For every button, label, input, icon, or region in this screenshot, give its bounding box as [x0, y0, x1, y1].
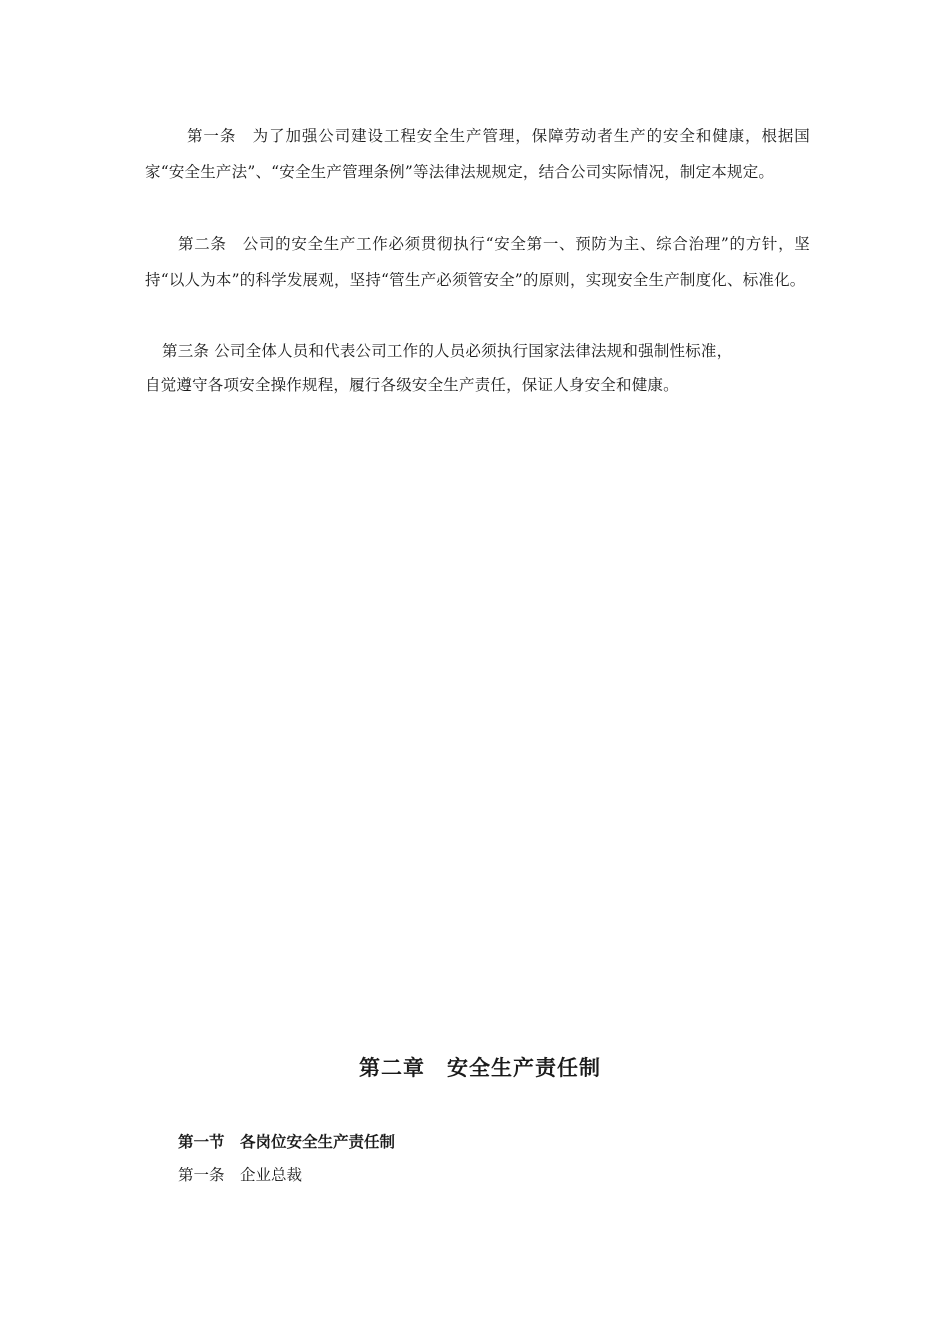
article-3-line-1: 第三条 公司全体人员和代表公司工作的人员必须执行国家法律法规和强制性标准，	[162, 342, 733, 360]
chapter-title: 第二章 安全生产责任制	[359, 1056, 601, 1080]
article-3-line-2: 自觉遵守各项安全操作规程，履行各级安全生产责任，保证人身安全和健康。	[145, 376, 679, 394]
article-3-paragraph	[145, 334, 810, 402]
article-1-paragraph: 第一条 为了加强公司建设工程安全生产管理，保障劳动者生产的安全和健康，根据国家“安全生产法”、“安全生产管理条例”等法律法规规定，结合公司实际情况，制定本规定。	[145, 127, 810, 181]
article-heading: 第一条 企业总裁	[178, 1166, 303, 1184]
article-2-paragraph: 第二条 公司的安全生产工作必须贯彻执行“安全第一、预防为主、综合治理”的方针，坚持“以人为本”的科学发展观，坚持“管生产必须管安全”的原则，实现安全生产制度化、标准化。	[145, 235, 810, 289]
section-heading: 第一节 各岗位安全生产责任制	[178, 1133, 396, 1151]
